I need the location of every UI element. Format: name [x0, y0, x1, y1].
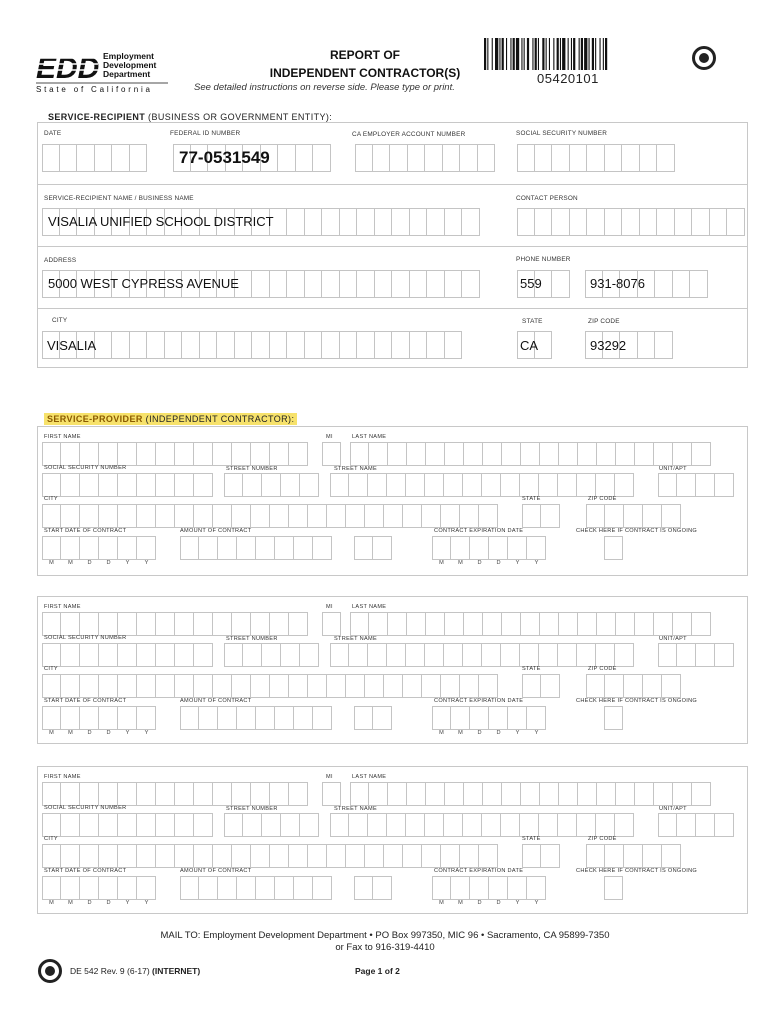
- fax-number: or Fax to 916-319-4410: [335, 942, 435, 953]
- phone-label: PHONE NUMBER: [516, 256, 571, 263]
- state-label: STATE: [522, 318, 543, 325]
- form-number: 05420101: [537, 71, 599, 86]
- recipient-section-heading: SERVICE-RECIPIENT (BUSINESS OR GOVERNMENT ENTITY):: [48, 112, 333, 122]
- provider-1-zip-field[interactable]: [586, 504, 681, 528]
- provider-1-state-label: STATE: [522, 496, 541, 502]
- provider-3-street-name-label: STREET NAME: [334, 806, 377, 812]
- recipient-ssn-label: SOCIAL SECURITY NUMBER: [516, 130, 608, 137]
- provider-1-expiration-label: CONTRACT EXPIRATION DATE: [434, 528, 524, 534]
- provider-3-ssn-field[interactable]: [42, 813, 213, 837]
- provider-3-amount-field[interactable]: [180, 876, 332, 900]
- edd-logo: [36, 48, 170, 96]
- provider-3-zip-label: ZIP CODE: [588, 836, 617, 842]
- provider-1-expiration-format: M M D D Y Y: [439, 560, 539, 566]
- provider-1-unit-label: UNIT/APT: [659, 466, 687, 472]
- provider-2-expiration-format: M M D D Y Y: [439, 730, 539, 736]
- provider-3-last-name-field[interactable]: [350, 782, 711, 806]
- provider-1-start-date-field[interactable]: [42, 536, 156, 560]
- provider-3-street-number-field[interactable]: [224, 813, 319, 837]
- provider-2-first-name-field[interactable]: [42, 612, 308, 636]
- provider-2-state-label: STATE: [522, 666, 541, 672]
- provider-2-start-date-label: START DATE OF CONTRACT: [44, 698, 127, 704]
- provider-section-heading: SERVICE-PROVIDER (INDEPENDENT CONTRACTOR):: [44, 414, 297, 424]
- registration-mark-icon: [692, 46, 716, 70]
- phone-area-value: 559: [520, 276, 542, 291]
- provider-2-amount-label: AMOUNT OF CONTRACT: [180, 698, 252, 704]
- provider-3-start-date-field[interactable]: [42, 876, 156, 900]
- recipient-ssn-field[interactable]: [517, 144, 675, 172]
- provider-2-mi-field[interactable]: [322, 612, 341, 636]
- edd-logo-line-1: Employment: [103, 51, 155, 61]
- provider-2-unit-field[interactable]: [658, 643, 734, 667]
- provider-2-state-field[interactable]: [522, 674, 560, 698]
- recipient-name-label: SERVICE-RECIPIENT NAME / BUSINESS NAME: [44, 195, 194, 202]
- provider-2-mi-label: MI: [326, 604, 333, 610]
- edd-logo-line-2: Development: [103, 60, 157, 70]
- form-revision: DE 542 Rev. 9 (6-17) (INTERNET): [70, 966, 201, 976]
- provider-2-start-date-format: M M D D Y Y: [49, 730, 149, 736]
- provider-1-city-field[interactable]: [42, 504, 498, 528]
- city-label: CITY: [52, 317, 68, 324]
- provider-3-expiration-format: M M D D Y Y: [439, 900, 539, 906]
- provider-2-first-name-label: FIRST NAME: [44, 604, 81, 610]
- ca-account-field[interactable]: [355, 144, 495, 172]
- provider-1-start-date-label: START DATE OF CONTRACT: [44, 528, 127, 534]
- provider-3-unit-label: UNIT/APT: [659, 806, 687, 812]
- zip-value: 93292: [590, 338, 627, 353]
- provider-1-amount-label: AMOUNT OF CONTRACT: [180, 528, 252, 534]
- contact-person-label: CONTACT PERSON: [516, 195, 578, 202]
- provider-1-street-name-field[interactable]: [330, 473, 634, 497]
- form-title-line-2: INDEPENDENT CONTRACTOR(S): [269, 66, 461, 80]
- provider-2-ssn-label: SOCIAL SECURITY NUMBER: [44, 635, 127, 641]
- contact-person-field[interactable]: [517, 208, 745, 236]
- provider-1-last-name-label: LAST NAME: [352, 434, 387, 440]
- ca-account-label: CA EMPLOYER ACCOUNT NUMBER: [352, 131, 466, 138]
- fein-label: FEDERAL ID NUMBER: [170, 130, 241, 137]
- provider-2-start-date-field[interactable]: [42, 706, 156, 730]
- provider-1-amount-field[interactable]: [180, 536, 332, 560]
- registration-mark-icon: [38, 959, 62, 983]
- provider-3-expiration-field[interactable]: [432, 876, 546, 900]
- barcode-icon: [484, 38, 662, 70]
- provider-1-state-field[interactable]: [522, 504, 560, 528]
- provider-1-expiration-field[interactable]: [432, 536, 546, 560]
- mail-to-address: MAIL TO: Employment Development Department • PO Box 997350, MIC 96 • Sacramento, CA 95899-7350: [160, 930, 610, 941]
- provider-1-unit-field[interactable]: [658, 473, 734, 497]
- provider-2-unit-label: UNIT/APT: [659, 636, 687, 642]
- provider-2-zip-label: ZIP CODE: [588, 666, 617, 672]
- provider-3-city-field[interactable]: [42, 844, 498, 868]
- provider-1-zip-label: ZIP CODE: [588, 496, 617, 502]
- provider-2-street-number-field[interactable]: [224, 643, 319, 667]
- provider-3-street-number-label: STREET NUMBER: [226, 806, 278, 812]
- provider-2-last-name-field[interactable]: [350, 612, 711, 636]
- provider-3-start-date-format: M M D D Y Y: [49, 900, 149, 906]
- provider-1-street-number-field[interactable]: [224, 473, 319, 497]
- provider-3-street-name-field[interactable]: [330, 813, 634, 837]
- provider-1-first-name-field[interactable]: [42, 442, 308, 466]
- provider-1-start-date-format: M M D D Y Y: [49, 560, 149, 566]
- provider-1-ssn-field[interactable]: [42, 473, 213, 497]
- edd-logo-letters: EDD: [36, 52, 100, 85]
- city-value: VISALIA: [47, 338, 97, 353]
- provider-1-street-number-label: STREET NUMBER: [226, 466, 278, 472]
- provider-1-ongoing-checkbox[interactable]: [604, 536, 623, 560]
- provider-3-amount-label: AMOUNT OF CONTRACT: [180, 868, 252, 874]
- provider-2-street-name-label: STREET NAME: [334, 636, 377, 642]
- provider-1-mi-label: MI: [326, 434, 333, 440]
- edd-logo-state: State of California: [36, 85, 153, 94]
- provider-3-last-name-label: LAST NAME: [352, 774, 387, 780]
- provider-3-expiration-label: CONTRACT EXPIRATION DATE: [434, 868, 524, 874]
- form-title-line-1: REPORT OF: [329, 48, 400, 62]
- phone-number-value: 931-8076: [590, 276, 645, 291]
- provider-2-amount-field[interactable]: [180, 706, 332, 730]
- edd-logo-line-3: Department: [103, 69, 151, 79]
- provider-1-street-name-label: STREET NAME: [334, 466, 377, 472]
- provider-1-ssn-label: SOCIAL SECURITY NUMBER: [44, 465, 127, 471]
- provider-2-street-name-field[interactable]: [330, 643, 634, 667]
- provider-2-zip-field[interactable]: [586, 674, 681, 698]
- provider-3-ongoing-label: CHECK HERE IF CONTRACT IS ONGOING: [576, 868, 698, 874]
- zip-label: ZIP CODE: [588, 318, 620, 325]
- page-number: Page 1 of 2: [355, 966, 400, 976]
- provider-3-state-label: STATE: [522, 836, 541, 842]
- provider-3-unit-field[interactable]: [658, 813, 734, 837]
- provider-2-expiration-field[interactable]: [432, 706, 546, 730]
- provider-3-mi-field[interactable]: [322, 782, 341, 806]
- provider-3-city-label: CITY: [44, 836, 58, 842]
- provider-1-amount-cents-field[interactable]: [354, 536, 392, 560]
- provider-1-first-name-label: FIRST NAME: [44, 434, 81, 440]
- provider-2-city-field[interactable]: [42, 674, 498, 698]
- provider-2-last-name-label: LAST NAME: [352, 604, 387, 610]
- provider-3-mi-label: MI: [326, 774, 333, 780]
- provider-2-amount-cents-field[interactable]: [354, 706, 392, 730]
- provider-2-ongoing-label: CHECK HERE IF CONTRACT IS ONGOING: [576, 698, 698, 704]
- state-value: CA: [520, 338, 539, 353]
- provider-3-zip-field[interactable]: [586, 844, 681, 868]
- provider-2-expiration-label: CONTRACT EXPIRATION DATE: [434, 698, 524, 704]
- provider-1-city-label: CITY: [44, 496, 58, 502]
- address-value: 5000 WEST CYPRESS AVENUE: [48, 276, 239, 291]
- provider-2-ongoing-checkbox[interactable]: [604, 706, 623, 730]
- provider-3-state-field[interactable]: [522, 844, 560, 868]
- recipient-name-value: VISALIA UNIFIED SCHOOL DISTRICT: [48, 214, 274, 229]
- provider-2-city-label: CITY: [44, 666, 58, 672]
- fein-value: 77-0531549: [179, 148, 270, 167]
- provider-1-mi-field[interactable]: [322, 442, 341, 466]
- provider-3-ssn-label: SOCIAL SECURITY NUMBER: [44, 805, 127, 811]
- provider-3-start-date-label: START DATE OF CONTRACT: [44, 868, 127, 874]
- date-field[interactable]: [42, 144, 147, 172]
- provider-2-ssn-field[interactable]: [42, 643, 213, 667]
- city-field[interactable]: [42, 331, 462, 359]
- provider-1-last-name-field[interactable]: [350, 442, 711, 466]
- provider-2-street-number-label: STREET NUMBER: [226, 636, 278, 642]
- provider-1-ongoing-label: CHECK HERE IF CONTRACT IS ONGOING: [576, 528, 698, 534]
- provider-3-first-name-label: FIRST NAME: [44, 774, 81, 780]
- date-label: DATE: [44, 130, 62, 137]
- address-label: ADDRESS: [44, 257, 77, 264]
- provider-3-first-name-field[interactable]: [42, 782, 308, 806]
- provider-3-ongoing-checkbox[interactable]: [604, 876, 623, 900]
- form-instructions: See detailed instructions on reverse side. Please type or print.: [194, 82, 455, 93]
- provider-3-amount-cents-field[interactable]: [354, 876, 392, 900]
